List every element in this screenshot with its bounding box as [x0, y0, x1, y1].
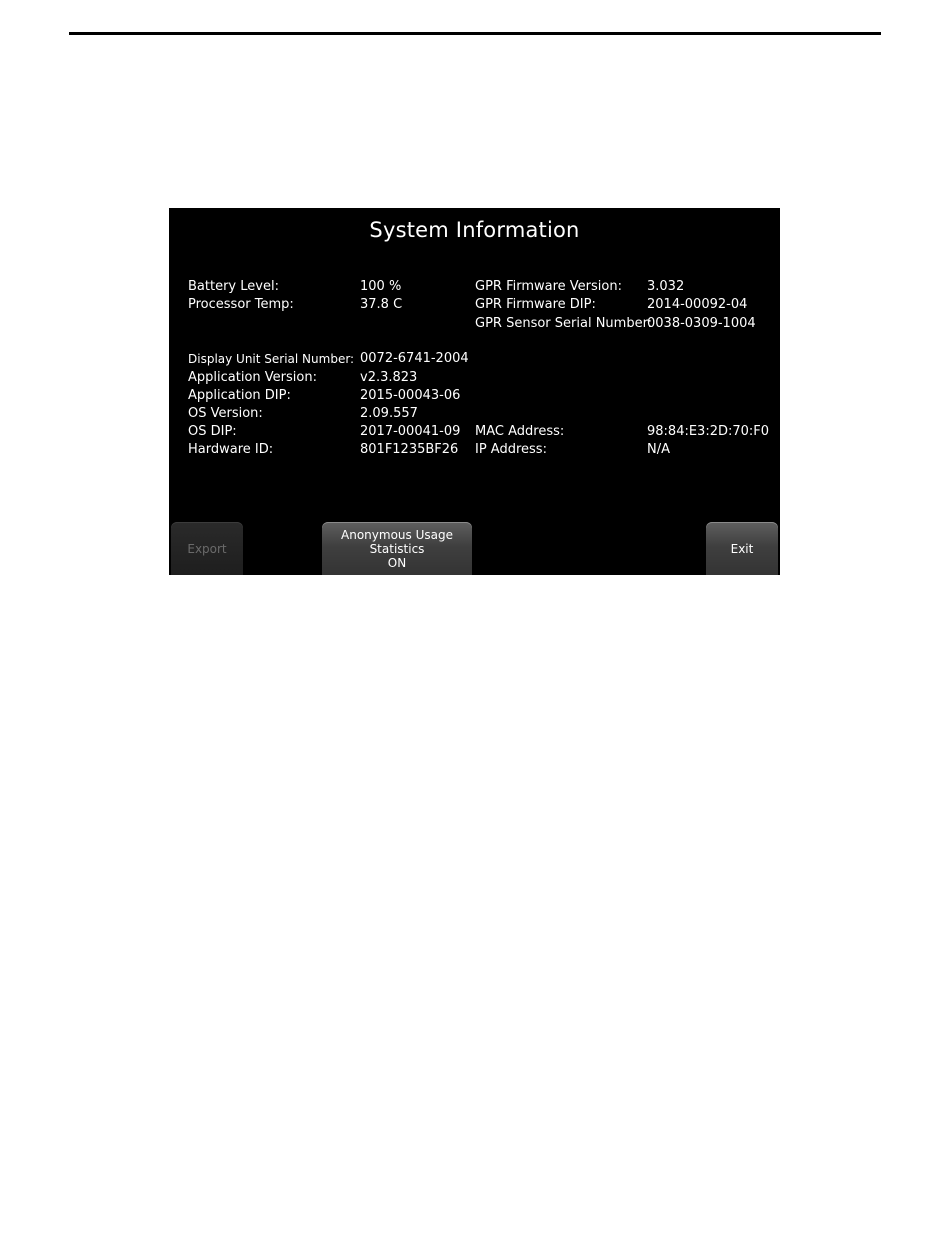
processor-temp-value: 37.8 C — [360, 297, 403, 312]
application-dip-value: 2015-00043-06 — [360, 388, 461, 403]
hardware-id-value: 801F1235BF26 — [360, 442, 459, 457]
gpr-sensor-serial-value: 0038-0309-1004 — [647, 316, 756, 331]
export-button[interactable] — [171, 522, 243, 575]
display-unit-serial-label: Display Unit Serial Number: — [188, 352, 355, 366]
hardware-id-label: Hardware ID: — [188, 442, 274, 457]
application-version-label: Application Version: — [188, 370, 317, 385]
os-dip-label: OS DIP: — [188, 424, 237, 439]
battery-level-label: Battery Level: — [188, 279, 279, 294]
os-dip-value: 2017-00041-09 — [360, 424, 461, 439]
anonymous-usage-label-line2: Statistics — [369, 542, 425, 556]
os-version-label: OS Version: — [188, 406, 263, 421]
gpr-firmware-dip-label: GPR Firmware DIP: — [475, 297, 596, 312]
processor-temp-label: Processor Temp: — [188, 297, 294, 312]
mac-address-value: 98:84:E3:2D:70:F0 — [647, 424, 770, 439]
anonymous-usage-label-line1: Anonymous Usage — [341, 528, 453, 542]
gpr-sensor-serial-label: GPR Sensor Serial Number: — [475, 316, 653, 331]
ip-address-label: IP Address: — [475, 442, 547, 457]
mac-address-label: MAC Address: — [475, 424, 565, 439]
battery-level-value: 100 % — [360, 279, 402, 294]
application-version-value: v2.3.823 — [360, 370, 418, 385]
anonymous-usage-state: ON — [387, 556, 407, 570]
export-button-label: Export — [187, 542, 227, 556]
gpr-firmware-dip-value: 2014-00092-04 — [647, 297, 748, 312]
anonymous-usage-statistics-button[interactable] — [322, 522, 472, 575]
exit-button-label: Exit — [730, 542, 754, 556]
page-top-rule — [69, 32, 881, 35]
application-dip-label: Application DIP: — [188, 388, 291, 403]
ip-address-value: N/A — [647, 442, 670, 457]
display-unit-serial-value: 0072-6741-2004 — [360, 351, 469, 366]
os-version-value: 2.09.557 — [360, 406, 418, 421]
exit-button[interactable] — [706, 522, 778, 575]
screen-title: System Information — [369, 218, 580, 242]
gpr-firmware-version-value: 3.032 — [647, 279, 685, 294]
gpr-firmware-version-label: GPR Firmware Version: — [475, 279, 622, 294]
system-information-screen — [169, 208, 780, 575]
